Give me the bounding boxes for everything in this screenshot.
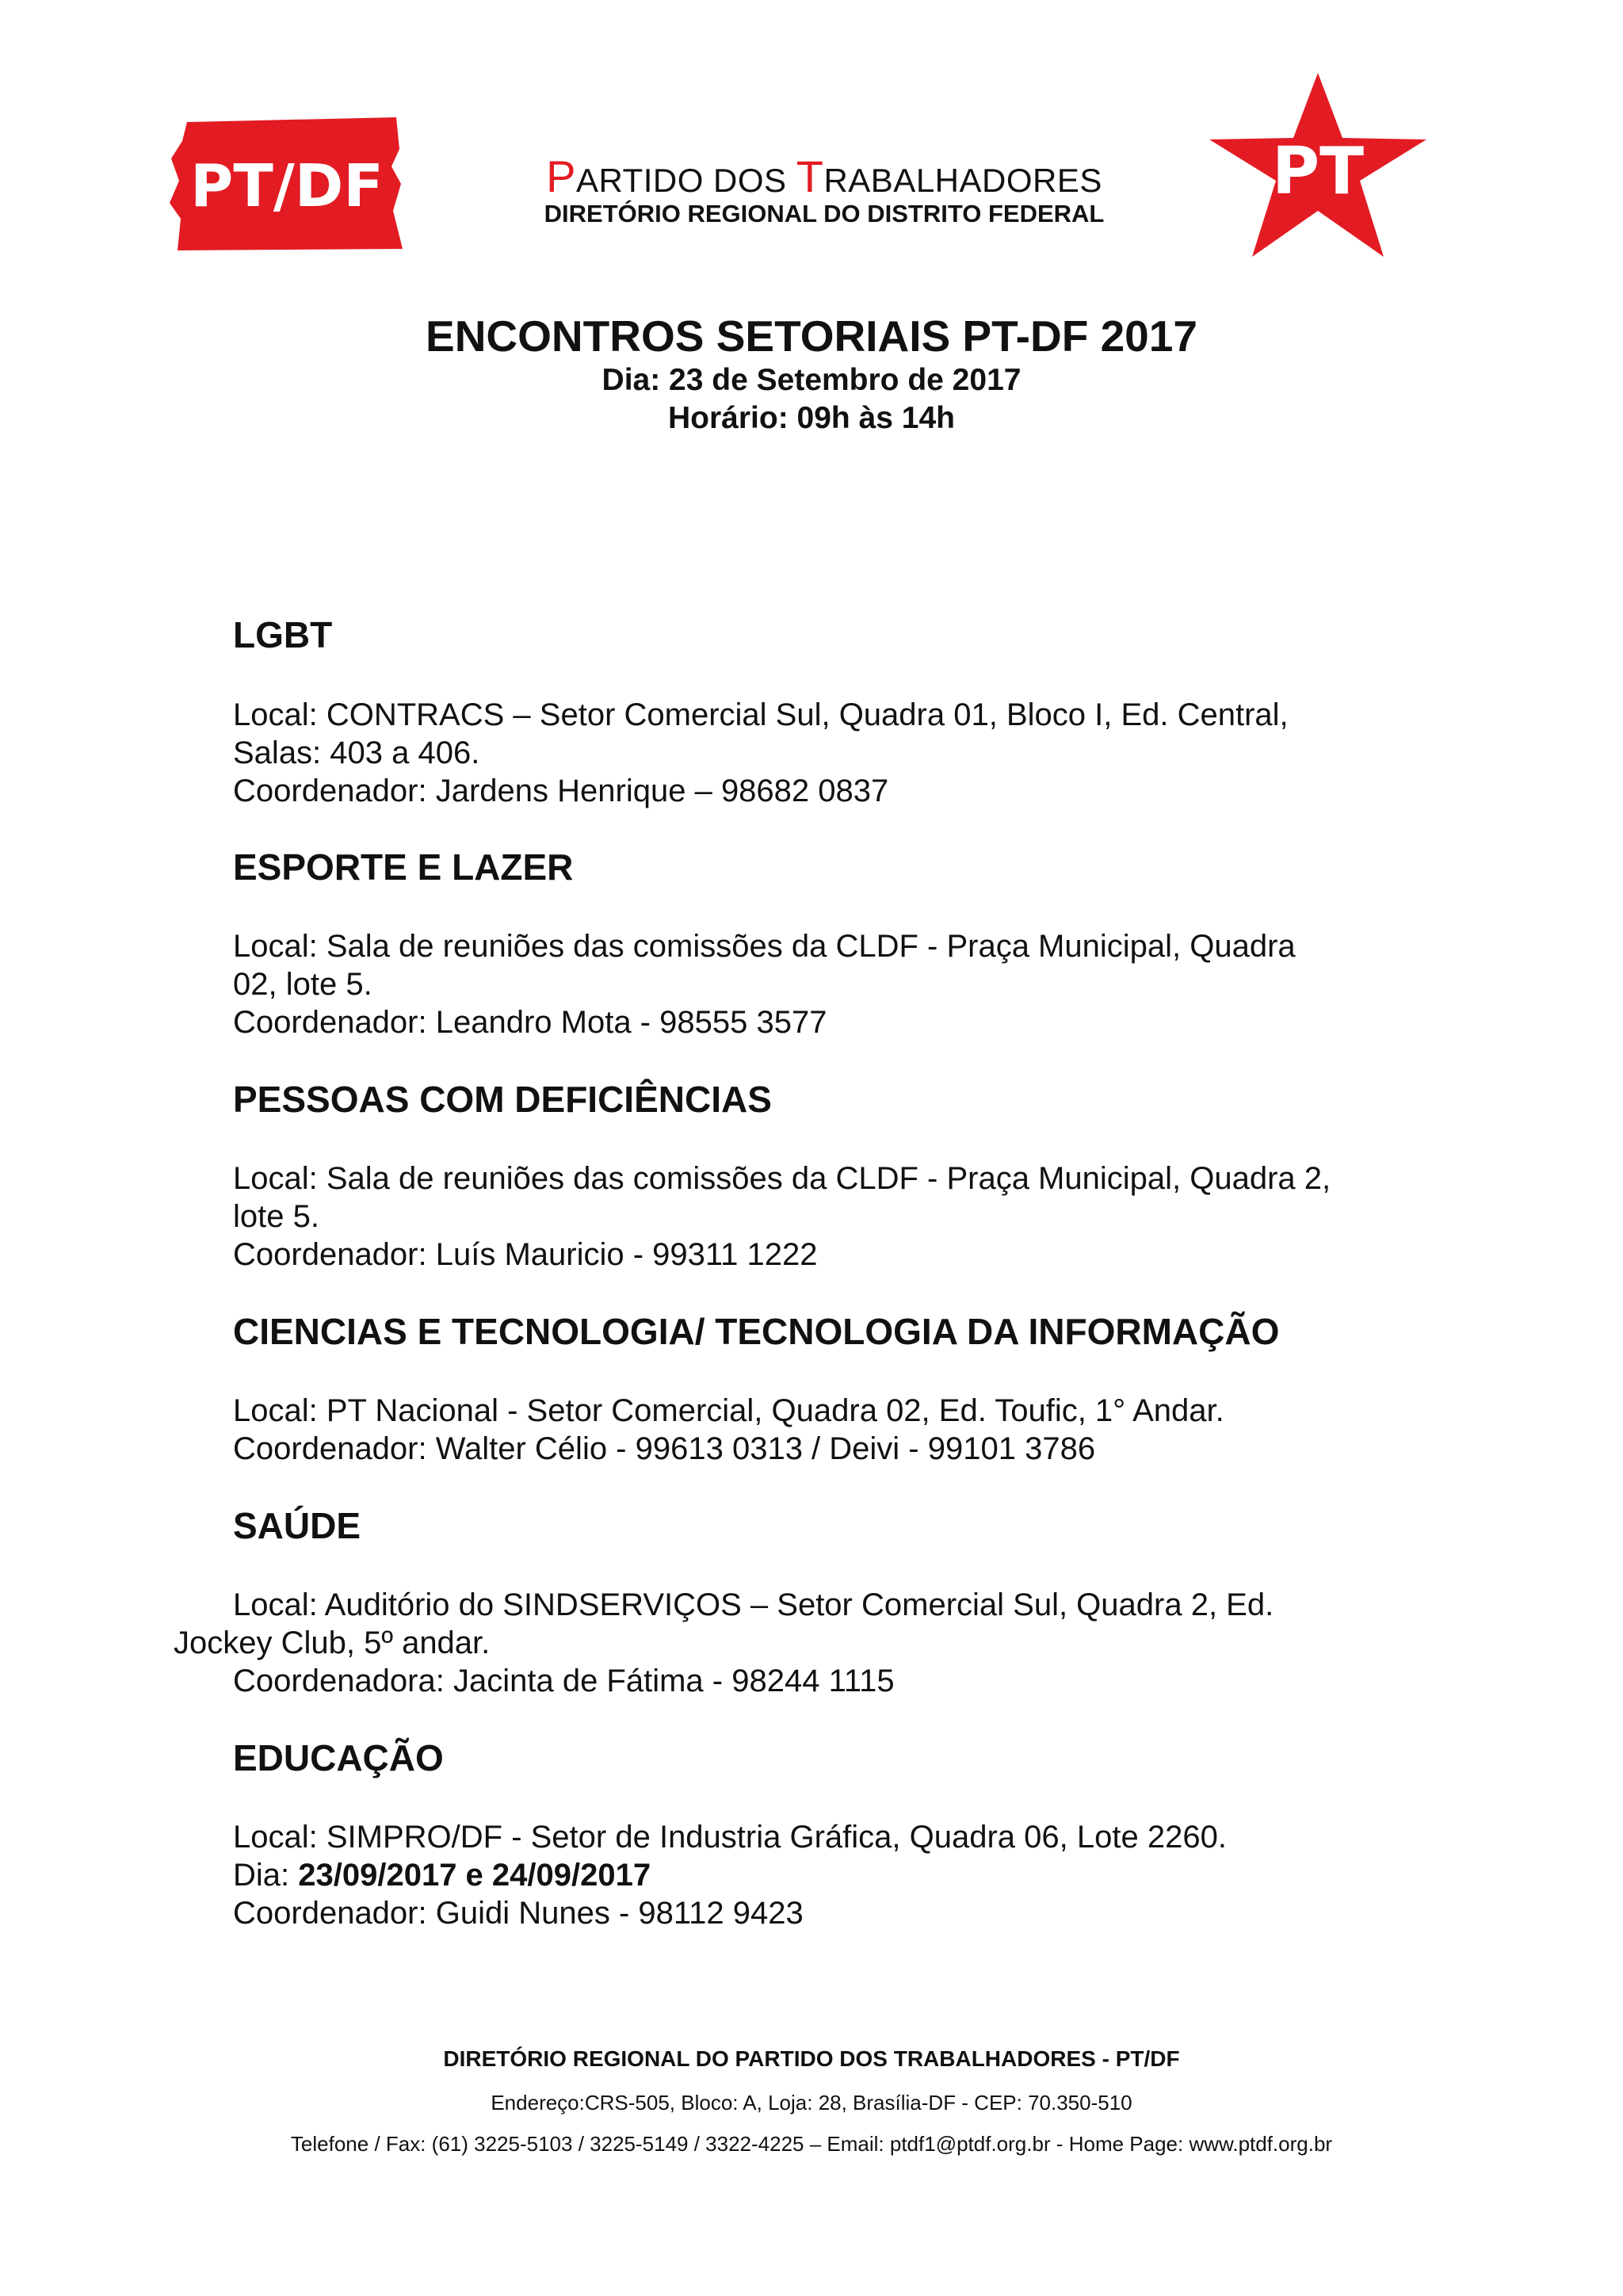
section-esporte-line-1: Local: Sala de reuniões das comissões da CLDF - Praça Municipal, Quadra: [233, 929, 1296, 964]
section-lgbt-line-2: Salas: 403 a 406.: [233, 735, 480, 770]
section-educacao-day-value: 23/09/2017 e 24/09/2017: [298, 1858, 651, 1893]
document-title: ENCONTROS SETORIAIS PT-DF 2017: [426, 311, 1197, 361]
section-title-pessoas-deficiencias: PESSOAS COM DEFICIÊNCIAS: [233, 1079, 772, 1120]
section-title-educacao: EDUCAÇÃO: [233, 1737, 444, 1778]
section-educacao-day-label: Dia:: [233, 1858, 299, 1893]
section-title-saude: SAÚDE: [233, 1505, 361, 1546]
org-subtitle: DIRETÓRIO REGIONAL DO DISTRITO FEDERAL: [544, 200, 1105, 227]
section-pessoas-line-1: Local: Sala de reuniões das comissões da CLDF - Praça Municipal, Quadra 2,: [233, 1161, 1331, 1196]
section-esporte-line-3: Coordenador: Leandro Mota - 98555 3577: [233, 1005, 827, 1040]
section-educacao-day: [233, 1856, 651, 1894]
section-ciencias-line-1: Local: PT Nacional - Setor Comercial, Quadra 02, Ed. Toufic, 1° Andar.: [233, 1393, 1224, 1428]
event-date: Dia: 23 de Setembro de 2017: [601, 363, 1022, 397]
pt-df-logo-text: PT/DF: [190, 152, 384, 220]
pt-star-logo: [1203, 73, 1433, 260]
org-name-part-1: ARTIDO DOS: [575, 162, 796, 199]
section-ciencias-line-2: Coordenador: Walter Célio - 99613 0313 / Deivi - 99101 3786: [233, 1431, 1096, 1466]
section-saude-line-3: Coordenadora: Jacinta de Fátima - 98244 1115: [233, 1664, 895, 1698]
footer-contacts: Telefone / Fax: (61) 3225-5103 / 3225-5149 / 3322-4225 – Email: ptdf1@ptdf.org.br - Home Page: www.ptdf.org.br: [290, 2132, 1333, 2156]
pt-star-logo-text: PT: [1271, 134, 1365, 209]
section-pessoas-line-2: lote 5.: [233, 1199, 319, 1234]
pt-df-logo: [170, 117, 404, 250]
section-educacao-line-1: Local: SIMPRO/DF - Setor de Industria Gráfica, Quadra 06, Lote 2260.: [233, 1820, 1227, 1855]
section-pessoas-line-3: Coordenador: Luís Mauricio - 99311 1222: [233, 1237, 818, 1272]
section-title-ciencias-tecnologia: CIENCIAS E TECNOLOGIA/ TECNOLOGIA DA INFORMAÇÃO: [233, 1311, 1280, 1352]
org-name-initial-t: T: [796, 151, 824, 201]
section-title-lgbt: LGBT: [233, 614, 333, 655]
footer-org-name: DIRETÓRIO REGIONAL DO PARTIDO DOS TRABALHADORES - PT/DF: [443, 2046, 1180, 2071]
section-esporte-line-2: 02, lote 5.: [233, 967, 372, 1002]
section-title-esporte-lazer: ESPORTE E LAZER: [233, 846, 574, 888]
event-time: Horário: 09h às 14h: [668, 401, 955, 435]
section-saude-line-1: Local: Auditório do SINDSERVIÇOS – Setor Comercial Sul, Quadra 2, Ed.: [233, 1587, 1274, 1622]
section-educacao-coordinator: Coordenador: Guidi Nunes - 98112 9423: [233, 1896, 804, 1931]
org-name: [475, 151, 1173, 202]
footer-address: Endereço:CRS-505, Bloco: A, Loja: 28, Brasília-DF - CEP: 70.350-510: [491, 2091, 1132, 2115]
section-lgbt-line-1: Local: CONTRACS – Setor Comercial Sul, Quadra 01, Bloco I, Ed. Central,: [233, 697, 1289, 732]
section-saude-line-2: Jockey Club, 5º andar.: [174, 1626, 491, 1660]
section-lgbt-line-3: Coordenador: Jardens Henrique – 98682 0837: [233, 774, 889, 808]
org-name-part-2: RABALHADORES: [823, 162, 1102, 199]
org-name-initial-p: P: [546, 151, 576, 201]
